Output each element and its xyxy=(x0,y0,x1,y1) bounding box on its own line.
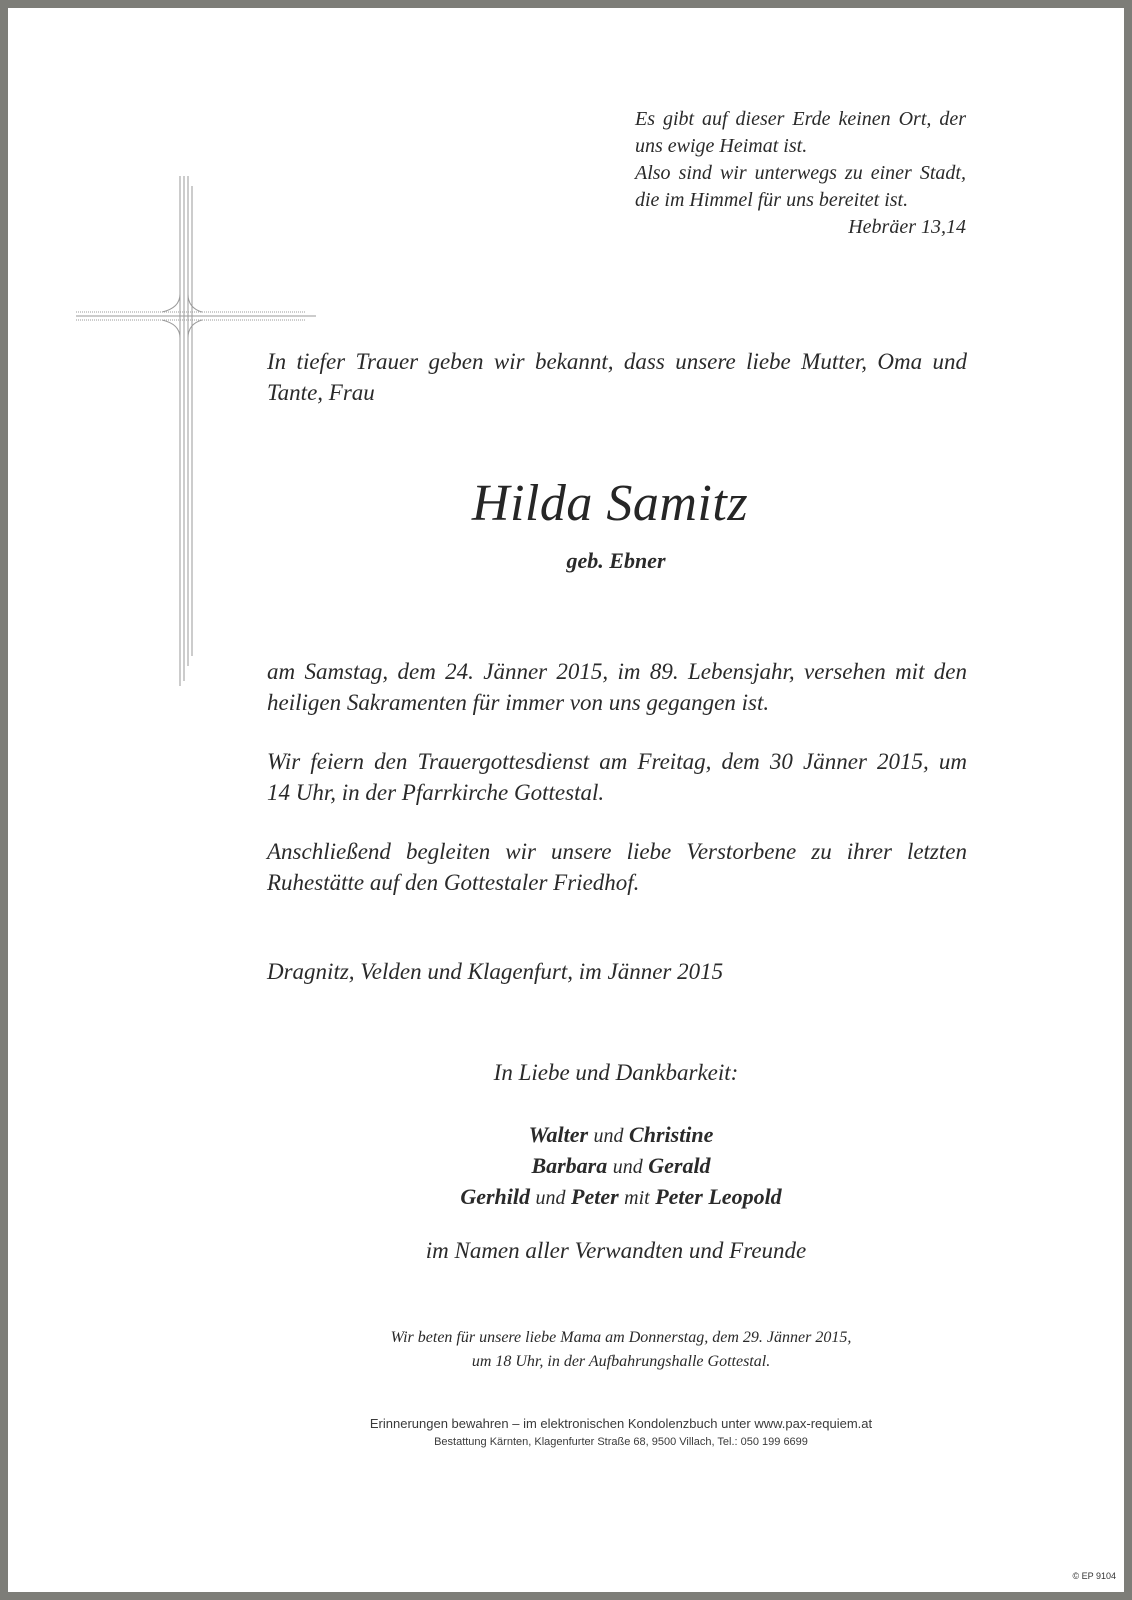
footer-address: Bestattung Kärnten, Klagenfurter Straße 68, 9500 Villach, Tel.: 050 199 6699 xyxy=(434,1436,808,1448)
bible-verse xyxy=(635,106,966,241)
verse-line: die im Himmel für uns bereitet ist. xyxy=(635,189,909,211)
death-line: heiligen Sakramenten für immer von uns gegangen ist. xyxy=(267,690,770,715)
obituary-card xyxy=(8,8,1124,1592)
announcement xyxy=(267,346,967,408)
family-row xyxy=(118,1182,1124,1213)
family-member: Gerhild xyxy=(460,1184,530,1209)
family-member: Walter xyxy=(528,1122,589,1147)
verse-source: Hebräer 13,14 xyxy=(848,216,966,238)
verse-line: Es gibt auf dieser Erde keinen Ort, der xyxy=(635,108,966,130)
on-behalf-line: im Namen aller Verwandten und Freunde xyxy=(425,1238,807,1263)
death-notice xyxy=(267,656,967,718)
conjunction: mit xyxy=(624,1187,650,1209)
conjunction: und xyxy=(593,1125,624,1147)
cross-icon xyxy=(76,176,316,686)
place-date: Dragnitz, Velden und Klagenfurt, im Jänner 2015 xyxy=(267,959,724,984)
service-line: 14 Uhr, in der Pfarrkirche Gottestal. xyxy=(267,780,605,805)
family-member: Peter xyxy=(571,1184,619,1209)
deceased-name: Hilda Samitz xyxy=(471,475,749,532)
prayer-line: um 18 Uhr, in der Aufbahrungshalle Gottestal. xyxy=(471,1353,771,1370)
announcement-line: In tiefer Trauer geben wir bekannt, dass unsere liebe Mutter, Oma und xyxy=(267,349,967,374)
family-row xyxy=(118,1151,1124,1182)
service-line: Wir feiern den Trauergottesdienst am Freitag, dem 30 Jänner 2015, um xyxy=(267,749,967,774)
birth-name: geb. Ebner xyxy=(566,548,666,573)
burial-line: Anschließend begleiten wir unsere liebe Verstorbene zu ihrer letzten xyxy=(267,839,967,864)
closing-line: In Liebe und Dankbarkeit: xyxy=(493,1060,739,1085)
family-member: Christine xyxy=(629,1122,714,1147)
verse-line: uns ewige Heimat ist. xyxy=(635,135,808,157)
family-row xyxy=(118,1120,1124,1151)
verse-line: Also sind wir unterwegs zu einer Stadt, xyxy=(635,162,966,184)
prayer-notice xyxy=(8,1326,1124,1374)
prayer-line: Wir beten für unsere liebe Mama am Donnerstag, dem 29. Jänner 2015, xyxy=(390,1329,852,1346)
announcement-line: Tante, Frau xyxy=(267,380,375,405)
family-member: Barbara xyxy=(531,1153,608,1178)
funeral-service xyxy=(267,746,967,808)
family-member: Gerald xyxy=(648,1153,711,1178)
family-list xyxy=(8,1120,1124,1213)
footer-condolence: Erinnerungen bewahren – im elektronischen Kondolenzbuch unter www.pax-requiem.at xyxy=(369,1416,873,1431)
conjunction: und xyxy=(612,1156,643,1178)
family-member: Peter Leopold xyxy=(655,1184,782,1209)
conjunction: und xyxy=(535,1187,566,1209)
burial-line: Ruhestätte auf den Gottestaler Friedhof. xyxy=(267,870,640,895)
death-line: am Samstag, dem 24. Jänner 2015, im 89. Lebensjahr, versehen mit den xyxy=(267,659,967,684)
print-code: © EP 9104 xyxy=(1072,1571,1116,1581)
burial-notice xyxy=(267,836,967,898)
